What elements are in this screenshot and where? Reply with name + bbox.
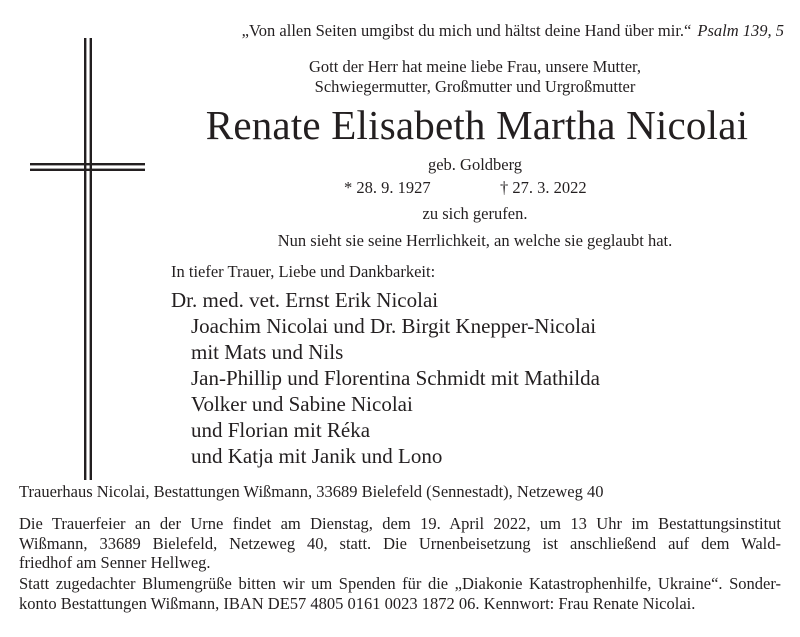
family-member: und Katja mit Janik und Lono <box>191 444 443 468</box>
quote-text: „Von allen Seiten umgibst du mich und hältst deine Hand über mir.“ <box>241 21 692 40</box>
cross-icon <box>30 38 145 480</box>
deceased-name: Renate Elisabeth Martha Nicolai <box>205 102 749 148</box>
death-date: † 27. 3. 2022 <box>500 178 587 197</box>
family-member: mit Mats und Nils <box>191 340 344 364</box>
intro-line-2: Schwiegermutter, Großmutter und Urgroßmutter <box>314 77 636 96</box>
donation-line: Statt zugedachter Blumengrüße bitten wir um Spenden für die „Diakonie Katastrophenhilfe, Ukraine“. Sonder- <box>19 574 781 593</box>
ceremony-paragraph <box>19 514 781 573</box>
family-member: und Florian mit Réka <box>191 418 371 442</box>
intro-line-1: Gott der Herr hat meine liebe Frau, unsere Mutter, <box>309 57 641 76</box>
ceremony-line: friedhof am Senner Hellweg. <box>19 553 211 572</box>
mourning-house: Trauerhaus Nicolai, Bestattungen Wißmann, 33689 Bielefeld (Sennestadt), Netzeweg 40 <box>19 482 604 501</box>
family-member: Dr. med. vet. Ernst Erik Nicolai <box>171 288 439 312</box>
bible-quote <box>242 21 784 41</box>
ceremony-line: Wißmann, 33689 Bielefeld, Netzeweg 40, statt. Die Urnenbeisetzung ist anschließend auf dem Wald- <box>19 533 781 553</box>
birth-date: * 28. 9. 1927 <box>344 178 431 197</box>
birth-name: geb. Goldberg <box>427 155 523 174</box>
ceremony-line: Die Trauerfeier an der Urne findet am Dienstag, dem 19. April 2022, um 13 Uhr im Bestattungsinstitut <box>19 514 781 533</box>
donation-line: konto Bestattungen Wißmann, IBAN DE57 4805 0161 0023 1872 06. Kennwort: Frau Renate Nicolai. <box>19 593 696 613</box>
family-member: Jan-Phillip und Florentina Schmidt mit Mathilda <box>191 366 600 390</box>
faith-line: Nun sieht sie seine Herrlichkeit, an welche sie geglaubt hat. <box>277 231 673 250</box>
called-home-text: zu sich gerufen. <box>422 204 528 223</box>
family-member: Volker und Sabine Nicolai <box>191 392 413 416</box>
mourning-intro: In tiefer Trauer, Liebe und Dankbarkeit: <box>171 262 436 281</box>
donation-paragraph <box>19 574 781 613</box>
family-member: Joachim Nicolai und Dr. Birgit Knepper-Nicolai <box>191 314 597 338</box>
quote-reference: Psalm 139, 5 <box>697 21 784 40</box>
